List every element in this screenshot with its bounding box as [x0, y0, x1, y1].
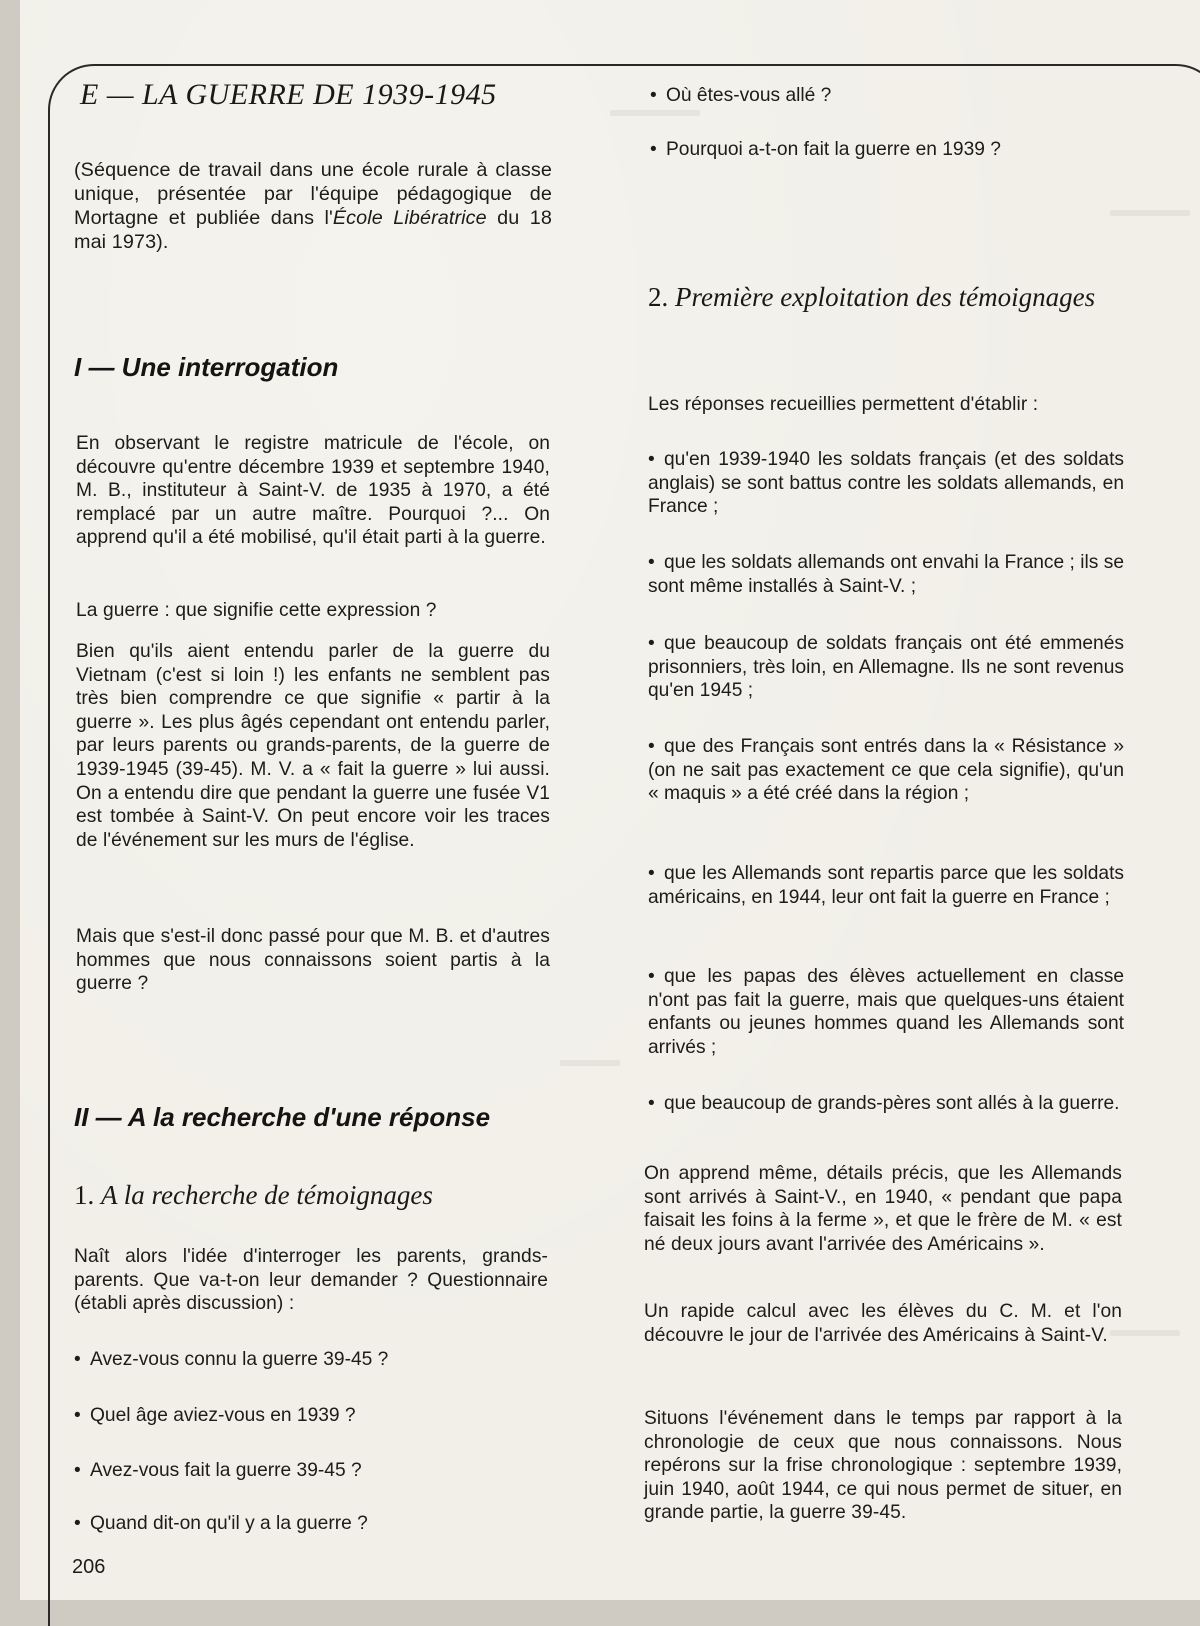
bullet-icon: •	[650, 139, 657, 160]
bullet-icon: •	[648, 966, 655, 987]
subheading-text: A la recherche de témoignages	[101, 1180, 433, 1210]
finding-text: que beaucoup de soldats français ont été emmenés prisonniers, très loin, en Allemagne. Ils ne sont revenus qu'en 1945 ;	[648, 633, 1124, 702]
subheading-number: 1.	[74, 1180, 95, 1210]
page-number: 206	[72, 1556, 106, 1578]
paragraph-questionnaire: Naît alors l'idée d'interroger les parents, grands-parents. Que va-t-on leur demander ? Questionnaire (établi après discussion) :	[74, 1246, 548, 1315]
paragraph-calcul: Un rapide calcul avec les élèves du C. M. et l'on découvre le jour de l'arrivée des Américains à Saint-V.	[644, 1301, 1122, 1346]
finding-item	[648, 551, 1124, 598]
finding-text: que des Français sont entrés dans la « Résistance » (on ne sait pas exactement ce que cela signifie), qu'un « maquis » a été créé dans la région ;	[648, 736, 1124, 805]
bullet-icon: •	[74, 1460, 81, 1481]
finding-text: que les soldats allemands ont envahi la France ; ils se sont même installés à Saint-V. ;	[648, 552, 1124, 597]
question-item	[74, 1404, 548, 1428]
finding-text: que beaucoup de grands-pères sont allés à la guerre.	[664, 1093, 1120, 1114]
page-title: E — LA GUERRE DE 1939-1945	[80, 78, 497, 111]
bullet-icon: •	[74, 1405, 81, 1426]
bullet-icon: •	[648, 863, 655, 884]
bullet-icon: •	[648, 736, 655, 757]
question-text: Pourquoi a-t-on fait la guerre en 1939 ?	[666, 139, 1001, 160]
finding-item	[648, 1092, 1124, 1116]
paragraph-question-guerre: La guerre : que signifie cette expression ?	[76, 600, 437, 621]
finding-item	[648, 965, 1124, 1059]
finding-text: que les Allemands sont repartis parce que les soldats américains, en 1944, leur ont fait la guerre en France ;	[648, 863, 1124, 908]
paragraph-mais-que: Mais que s'est-il donc passé pour que M. B. et d'autres hommes que nous connaissons soient partis à la guerre ?	[76, 926, 550, 995]
bullet-icon: •	[648, 449, 655, 470]
intro-text-before: (Séquence de travail dans une école rurale à classe unique, présentée par l'équipe pédagogique de Mortagne et publiée dans l'	[74, 159, 552, 229]
subheading-temoignages	[74, 1180, 574, 1211]
bullet-icon: •	[74, 1349, 81, 1370]
bullet-icon: •	[650, 85, 657, 106]
question-item	[74, 1459, 548, 1483]
question-text: Quel âge aviez-vous en 1939 ?	[90, 1405, 356, 1426]
intro-journal-name: École Libératrice	[332, 207, 487, 229]
question-text: Avez-vous connu la guerre 39-45 ?	[90, 1349, 389, 1370]
subheading-number: 2.	[648, 282, 669, 312]
section-heading-interrogation: I — Une interrogation	[74, 352, 339, 382]
question-item	[650, 138, 1120, 162]
show-through-mark	[1110, 210, 1190, 216]
show-through-mark	[560, 1060, 620, 1066]
paragraph-chronologie: Situons l'événement dans le temps par rapport à la chronologie de ceux que nous connaissons. Nous repérons sur la frise chronologique : septembre 1939, juin 1940, août 1944, ce qui nous permet de situer, en grande partie, la guerre 39-45.	[644, 1408, 1122, 1524]
question-text: Quand dit-on qu'il y a la guerre ?	[90, 1513, 368, 1534]
intro-paragraph	[74, 158, 552, 254]
intro-text-after: du 18 mai 1973).	[74, 207, 552, 253]
bullet-icon: •	[648, 552, 655, 573]
paragraph-details: On apprend même, détails précis, que les Allemands sont arrivés à Saint-V., en 1940, « pendant que papa faisait les foins à la ferme », et que le frère de M. « est né deux jours avant l'arrivée des Américains ».	[644, 1163, 1122, 1255]
show-through-mark	[610, 110, 700, 116]
finding-text: qu'en 1939-1940 les soldats français (et des soldats anglais) se sont battus contre les soldats allemands, en France ;	[648, 449, 1124, 518]
finding-text: que les papas des élèves actuellement en classe n'ont pas fait la guerre, mais que quelques-uns étaient enfants ou jeunes hommes quand les Allemands sont arrivés ;	[648, 966, 1124, 1058]
subheading-text: Première exploitation des témoignages	[675, 282, 1096, 312]
finding-item	[648, 735, 1124, 806]
bullet-icon: •	[74, 1513, 81, 1534]
paragraph-vietnam: Bien qu'ils aient entendu parler de la guerre du Vietnam (c'est si loin !) les enfants ne semblent pas très bien comprendre ce que signifie « partir à la guerre ». Les plus âgés cependant ont entendu parler, par leurs parents ou grands-parents, de la guerre de 1939-1945 (39-45). M. V. a « fait la guerre » lui aussi. On a entendu dire que pendant la guerre une fusée V1 est tombée à Saint-V. On peut encore voir les traces de l'événement sur les murs de l'église.	[76, 641, 550, 851]
paragraph-registre: En observant le registre matricule de l'école, on découvre qu'entre décembre 1939 et septembre 1940, M. B., instituteur à Saint-V. de 1935 à 1970, a été remplacé par un autre maître. Pourquoi ?... On apprend qu'il a été mobilisé, qu'il était parti à la guerre.	[76, 433, 550, 549]
subheading-exploitation	[648, 282, 1124, 313]
bullet-icon: •	[648, 1093, 655, 1114]
bullet-icon: •	[648, 633, 655, 654]
finding-item	[648, 632, 1124, 703]
finding-item	[648, 448, 1124, 519]
question-text: Où êtes-vous allé ?	[666, 85, 832, 106]
finding-item	[648, 862, 1124, 909]
question-item	[650, 84, 1120, 108]
question-item	[74, 1512, 548, 1536]
paragraph-lead: Les réponses recueillies permettent d'établir :	[648, 394, 1039, 415]
section-heading-recherche: II — A la recherche d'une réponse	[74, 1102, 491, 1132]
question-item	[74, 1348, 548, 1372]
question-text: Avez-vous fait la guerre 39-45 ?	[90, 1460, 362, 1481]
